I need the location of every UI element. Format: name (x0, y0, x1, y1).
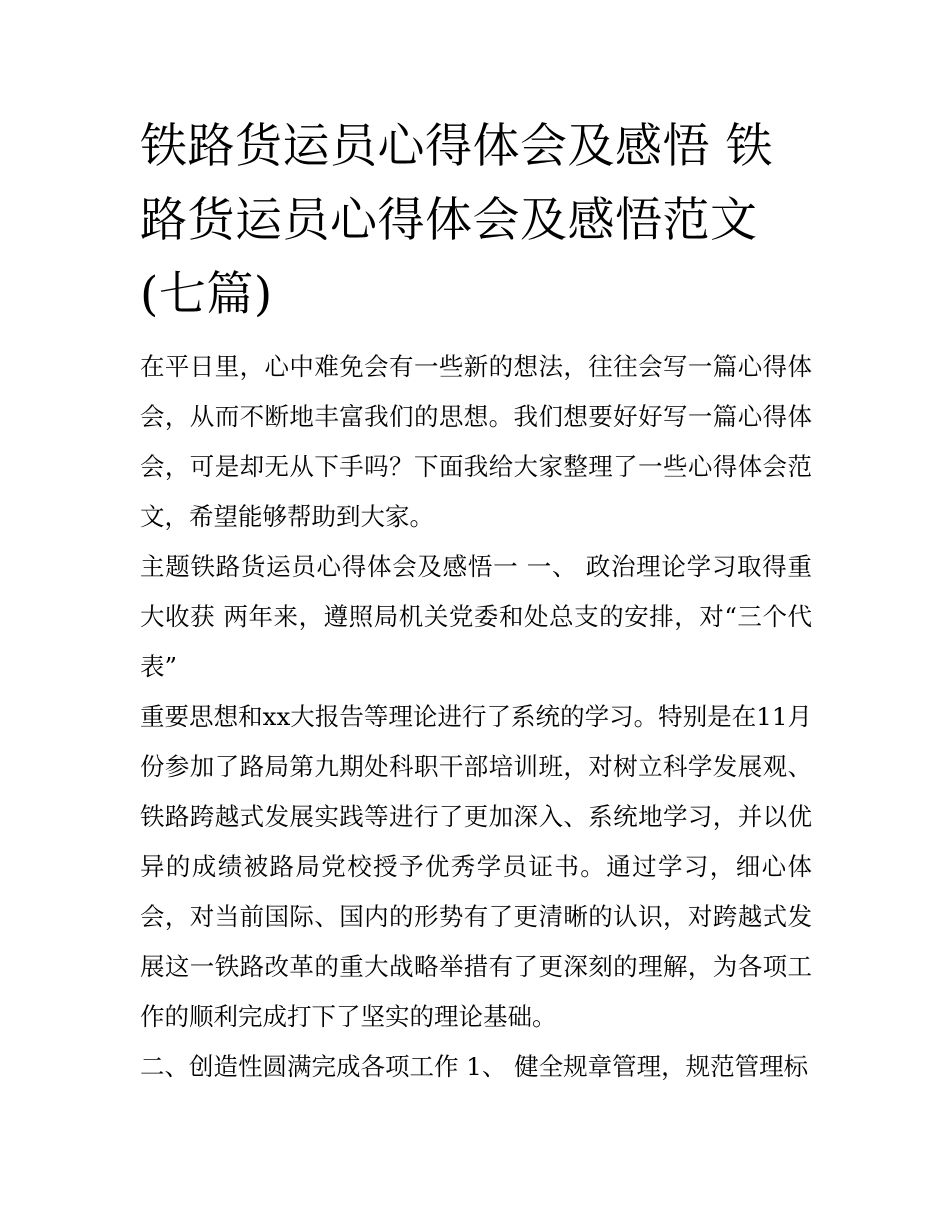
section-one-paragraph: 主题铁路货运员心得体会及感悟一 一、 政治理论学习取得重大收获 两年来，遵照局机关党委和处总支的安排，对“三个代表” (140, 552, 812, 681)
section-two-paragraph: 二、创造性圆满完成各项工作 1、 健全规章管理，规范管理标 (140, 1052, 809, 1081)
document-page (140, 110, 812, 1092)
study-paragraph: 重要思想和xx大报告等理论进行了系统的学习。特别是在11月份参加了路局第九期处科职干部培训班，对树立科学发展观、铁路跨越式发展实践等进行了更加深入、系统地学习，并以优异的成绩被路局党校授予优秀学员证书。通过学习，细心体会，对当前国际、国内的形势有了更清晰的认识，对跨越式发展这一铁路改革的重大战略举措有了更深刻的理解，为各项工作的顺利完成打下了坚实的理论基础。 (140, 702, 812, 1031)
document-title: 铁路货运员心得体会及感悟 铁路货运员心得体会及感悟范文(七篇) (140, 119, 773, 322)
intro-paragraph: 在平日里，心中难免会有一些新的想法，往往会写一篇心得体会，从而不断地丰富我们的思想。我们想要好好写一篇心得体会，可是却无从下手吗？下面我给大家整理了一些心得体会范文，希望能够帮助到大家。 (140, 352, 812, 531)
